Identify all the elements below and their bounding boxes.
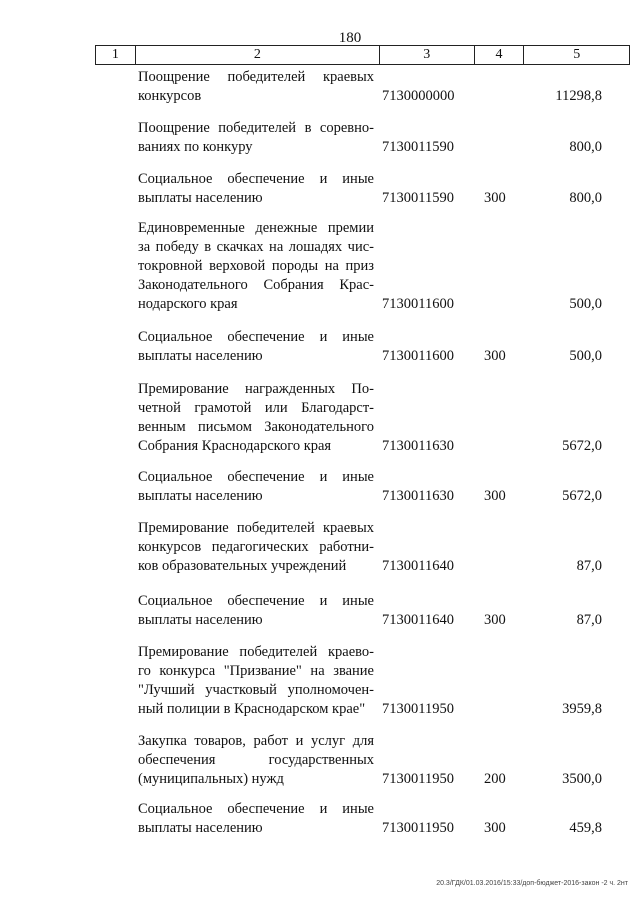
row-amount: 800,0	[569, 190, 602, 206]
row-amount: 800,0	[569, 139, 602, 155]
row-kind: 300	[484, 190, 506, 206]
row-amount: 11298,8	[555, 88, 602, 104]
page-number: 180	[338, 30, 362, 46]
row-code: 7130011640	[382, 558, 454, 574]
header-col-3: 3	[380, 46, 475, 64]
row-name: Поощрение победителей краевых конкурсов	[138, 69, 374, 104]
row-code: 7130011590	[382, 139, 454, 155]
table-header	[95, 45, 630, 65]
row-name: Социальное обеспечение и иные выплаты населению	[138, 329, 374, 364]
header-col-2: 2	[136, 46, 380, 64]
row-code: 7130011600	[382, 348, 454, 364]
row-name: Единовременные денежные премии за победу в скачках на лошадях чис- токровной верховой породы на приз Законодательного Собрания Крас- нодарского края	[138, 220, 374, 312]
row-amount: 5672,0	[562, 488, 602, 504]
row-code: 7130011600	[382, 296, 454, 312]
row-name: Социальное обеспечение и иные выплаты населению	[138, 171, 374, 206]
row-code: 7130000000	[382, 88, 455, 104]
row-code: 7130011590	[382, 190, 454, 206]
row-kind: 300	[484, 488, 506, 504]
row-amount: 500,0	[569, 296, 602, 312]
row-kind: 300	[484, 348, 506, 364]
row-name: Поощрение победителей в соревно- ваниях по конкуру	[138, 120, 374, 155]
row-kind: 300	[484, 612, 506, 628]
row-name: Социальное обеспечение и иные выплаты населению	[138, 469, 374, 504]
row-amount: 87,0	[576, 612, 602, 628]
row-name: Премирование победителей краево- го конкурса "Призвание" на звание "Лучший участковый уполномочен- ный полиции в Краснодарском крае"	[138, 644, 374, 717]
row-code: 7130011630	[382, 438, 454, 454]
row-code: 7130011950	[382, 820, 454, 836]
row-name: Социальное обеспечение и иные выплаты населению	[138, 593, 374, 628]
document-footer: 20.3/ГДК/01.03.2016/15:33/доп-бюджет-2016-закон -2 ч. 2нт	[436, 880, 628, 887]
row-amount: 3959,8	[562, 701, 602, 717]
row-amount: 3500,0	[562, 771, 602, 787]
row-amount: 87,0	[576, 558, 602, 574]
header-col-4: 4	[475, 46, 525, 64]
row-code: 7130011950	[382, 701, 454, 717]
row-kind: 200	[484, 771, 506, 787]
row-name: Социальное обеспечение и иные выплаты населению	[138, 801, 374, 836]
header-col-5: 5	[573, 47, 581, 62]
row-amount: 459,8	[569, 820, 602, 836]
row-name: Премирование победителей краевых конкурсов педагогических работни- ков образовательных учреждений	[138, 520, 374, 574]
row-amount: 5672,0	[562, 438, 602, 454]
header-col-1: 1	[96, 46, 136, 64]
row-name: Закупка товаров, работ и услуг для обеспечения государственных (муниципальных) нужд	[138, 733, 374, 787]
row-code: 7130011630	[382, 488, 454, 504]
row-amount: 500,0	[569, 348, 602, 364]
row-name: Премирование награжденных По- четной грамотой или Благодарст- венным письмом Законодательного Собрания Краснодарского края	[138, 381, 374, 454]
row-kind: 300	[484, 820, 506, 836]
row-code: 7130011640	[382, 612, 454, 628]
row-code: 7130011950	[382, 771, 454, 787]
